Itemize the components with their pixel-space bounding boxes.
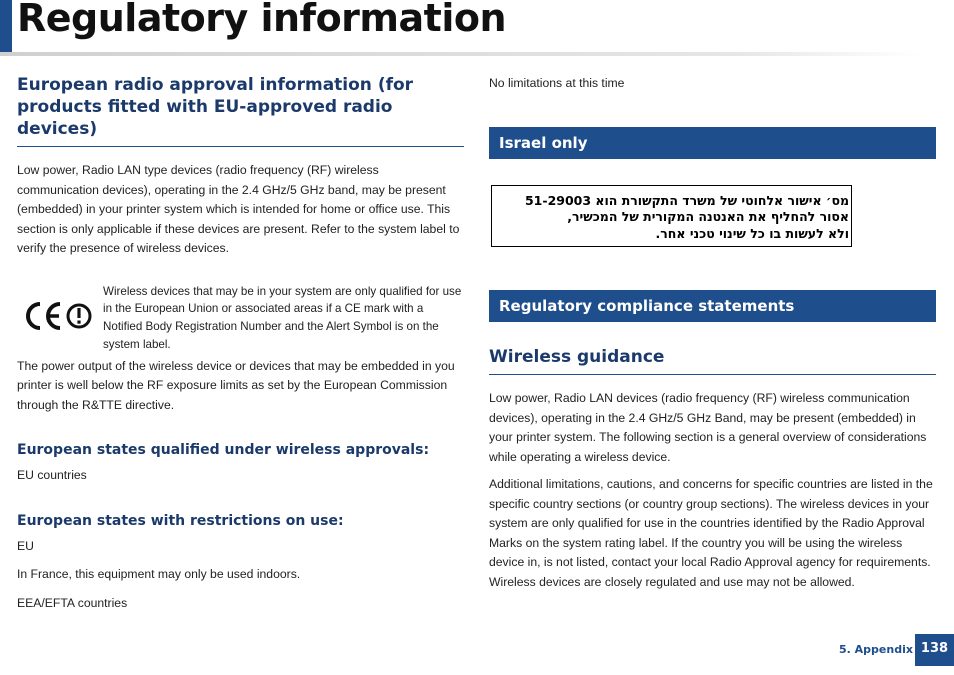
- hebrew-line: מס׳ אישור אלחוטי של משרד התקשורת הוא 51-29003: [524, 192, 849, 208]
- ce-alert-mark-icon: [24, 299, 92, 333]
- title-accent-bar: [0, 0, 12, 54]
- page-title: Regulatory information: [17, 0, 507, 40]
- no-limitations-text: No limitations at this time: [489, 76, 625, 90]
- qualified-states-heading: European states qualified under wireless approvals:: [17, 442, 430, 458]
- page-number: 138: [915, 634, 954, 666]
- title-divider: [0, 52, 920, 56]
- footer-section-label: 5. Appendix: [839, 643, 913, 656]
- hebrew-line: אסור להחליף את האנטנה המקורית של המכשיר,: [567, 209, 849, 224]
- ce-mark-block: [17, 283, 464, 357]
- left-column: [17, 74, 464, 613]
- right-column: [489, 74, 936, 592]
- restricted-states-heading: European states with restrictions on use:: [17, 512, 344, 529]
- eu-radio-approval-heading: European radio approval information (for products fitted with EU-approved radio devices): [17, 74, 464, 147]
- compliance-statements-banner: Regulatory compliance statements: [489, 290, 936, 322]
- israel-hebrew-notice: [491, 185, 852, 248]
- wireless-paragraph-2: Additional limitations, cautions, and concerns for specific countries are listed in the specific country sections (or country group sections). The wireless devices in your system are only qualified for use in the countries identified by the Radio Approval Marks on the system rating label. If the country you will be using the wireless device in, is not listed, contact your local Radio Approval agency for requirements. Wireless devices are closely regulated and use may not be allowed.: [489, 477, 933, 589]
- restriction-eu: EU: [17, 538, 34, 553]
- eu-intro-paragraph: Low power, Radio LAN type devices (radio frequency (RF) wireless communication devices), operating in the 2.4 GHz/5 GHz band, may be present (embedded) in your printer system which is intended for home or office use. This section is only applicable if these devices are present. Refer to the system label to verify the presence of wireless devices.: [17, 163, 460, 255]
- restriction-france: In France, this equipment may only be used indoors.: [17, 567, 301, 581]
- wireless-guidance-heading: Wireless guidance: [489, 346, 936, 375]
- wireless-paragraph-1: Low power, Radio LAN devices (radio frequency (RF) wireless communication devices), operating in the 2.4 GHz/5 GHz Band, may be present (embedded) in your printer system. The following section is a general overview of considerations while operating a wireless device.: [489, 391, 927, 464]
- hebrew-line: ולא לעשות בו כל שינוי טכני אחר.: [655, 225, 849, 241]
- israel-only-banner: Israel only: [489, 127, 936, 159]
- qualified-states-text: EU countries: [17, 468, 87, 482]
- ce-mark-description: Wireless devices that may be in your system are only qualified for use in the European Union or associated areas if a CE mark with a Notified Body Registration Number and the Alert Symbol is on the system label.: [103, 284, 462, 351]
- power-output-paragraph: The power output of the wireless device or devices that may be embedded in you printer is well below the RF exposure limits as set by the European Commission through the R&TTE directive.: [17, 358, 455, 412]
- restriction-eea: EEA/EFTA countries: [17, 595, 128, 610]
